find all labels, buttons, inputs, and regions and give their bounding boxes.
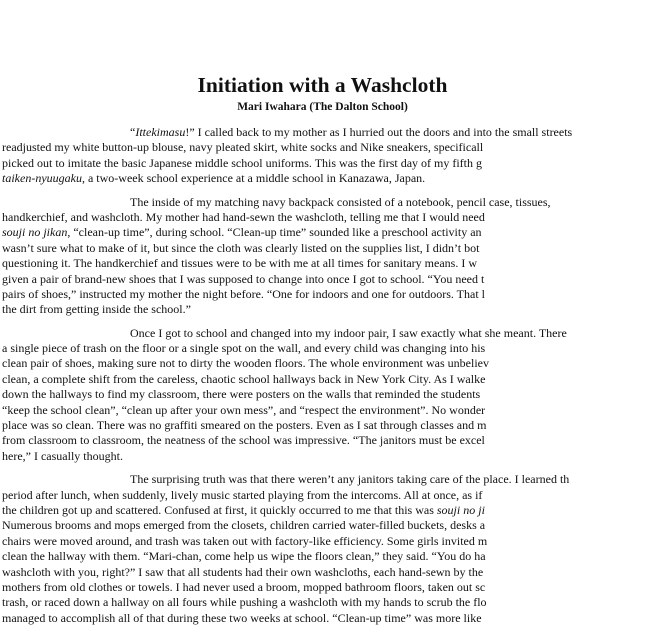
text-run: place was so clean. There was no graffiti smeared on the posters. Even as I sat through classes and m (2, 418, 487, 433)
text-line (2, 503, 602, 518)
text-run: period after lunch, when suddenly, lively music started playing from the intercoms. All at once, as if (2, 487, 483, 502)
text-run: from classroom to classroom, the neatness of the school was impressive. “The janitors must be excel (2, 433, 485, 448)
text-run: clean the hallway with them. “Mari-chan, come help us wipe the floors clean,” they said. “You do ha (2, 549, 486, 564)
text-line (2, 241, 602, 256)
text-run: “keep the school clean”, “clean up after your own mess”, and “respect the environment”. No wonder (2, 402, 486, 417)
text-run: trash, or raced down a hallway on all fours while pushing a washcloth with my hands to scrub the flo (2, 595, 487, 610)
text-run: , “clean-up time”, during school. “Clean-up time” sounded like a preschool activity an (67, 225, 482, 240)
text-run: clean pair of shoes, making sure not to dirty the wooden floors. The whole environment was unbeliev (2, 356, 489, 371)
text-line (2, 549, 602, 564)
text-line (2, 326, 602, 341)
paragraph (2, 326, 602, 465)
text-line (2, 403, 602, 418)
document-title: Initiation with a Washcloth (197, 73, 448, 97)
text-line (2, 565, 602, 580)
paragraph (2, 472, 602, 626)
text-line (2, 302, 602, 317)
text-line (2, 225, 602, 240)
text-line (2, 580, 602, 595)
text-run: !” I called back to my mother as I hurried out the doors and into the small streets (185, 125, 573, 139)
text-run: “ (130, 125, 136, 139)
text-line (2, 449, 602, 464)
text-line (2, 210, 602, 225)
text-run: picked out to imitate the basic Japanese middle school uniforms. This was the first day of my fifth g (2, 155, 483, 170)
text-line (2, 287, 602, 302)
text-line (2, 171, 602, 186)
text-line (2, 372, 602, 387)
text-line (2, 272, 602, 287)
text-run: washcloth with you, right?” I saw that all students had their own washcloths, each hand-sewn by the (2, 564, 484, 579)
text-line (2, 418, 602, 433)
text-run: questioning it. The handkerchief and tissues were to be with me at all times for sanitary means. I w (2, 256, 477, 271)
paragraph (2, 195, 602, 318)
text-line (2, 125, 602, 140)
text-run: down the hallways to find my classroom, there were posters on the walls that reminded the students (2, 387, 481, 402)
text-run: Numerous brooms and mops emerged from the closets, children carried water-filled buckets, desks a (2, 518, 486, 533)
text-line (2, 595, 602, 610)
text-line (2, 488, 602, 503)
text-run: the children got up and scattered. Confused at first, it quickly occurred to me that this was (2, 502, 437, 517)
italic-text: Ittekimasu (135, 125, 186, 139)
text-run: managed to accomplish all of that during these two weeks at school. “Clean-up time” was more like (2, 610, 482, 625)
text-run: The inside of my matching navy backpack consisted of a notebook, pencil case, tissues, (130, 194, 551, 209)
text-run: , a two-week school experience at a middle school in Kanazawa, Japan. (81, 171, 426, 186)
text-run: pairs of shoes,” instructed my mother the night before. “One for indoors and one for outdoors. That l (2, 286, 485, 301)
text-line (2, 518, 602, 533)
text-run: handkerchief, and washcloth. My mother had hand-sewn the washcloth, telling me that I would need (2, 209, 485, 224)
text-line (2, 611, 602, 626)
italic-text: souji no ji (436, 502, 485, 517)
text-run: wasn’t sure what to make of it, but since the cloth was clearly listed on the supplies list, I didn’t bot (2, 240, 480, 255)
text-line (2, 387, 602, 402)
text-run: here,” I casually thought. (2, 448, 123, 463)
document-body (2, 125, 602, 634)
text-line (2, 356, 602, 371)
text-line (2, 472, 602, 487)
text-run: Once I got to school and changed into my indoor pair, I saw exactly what she meant. There (130, 325, 567, 340)
text-line (2, 156, 602, 171)
text-run: mothers from old clothes or towels. I had never used a broom, mopped bathroom floors, taken out sc (2, 579, 486, 594)
text-run: chairs were moved around, and trash was taken out with factory-like efficiency. Some girls invited m (2, 533, 488, 548)
text-line (2, 341, 602, 356)
text-run: given a pair of brand-new shoes that I was supposed to change into once I got to school. “You need t (2, 271, 485, 286)
italic-text: taiken-nyuugaku (2, 171, 82, 186)
text-run: clean, a complete shift from the careless, chaotic school hallways back in New York City. As I walke (2, 371, 486, 386)
text-line (2, 534, 602, 549)
text-line (2, 433, 602, 448)
text-run: readjusted my white button-up blouse, navy pleated skirt, white socks and Nike sneakers, specificall (2, 140, 484, 155)
italic-text: souji no jikan (2, 225, 68, 240)
paragraph (2, 125, 602, 187)
document-author: Mari Iwahara (The Dalton School) (237, 101, 408, 113)
text-run: the dirt from getting inside the school.” (2, 302, 191, 317)
text-run: The surprising truth was that there weren’t any janitors taking care of the place. I learned th (130, 472, 570, 487)
text-line (2, 256, 602, 271)
text-line (2, 140, 602, 155)
text-line (2, 195, 602, 210)
text-run: a single piece of trash on the floor or a single spot on the wall, and every child was changing into his (2, 341, 486, 356)
